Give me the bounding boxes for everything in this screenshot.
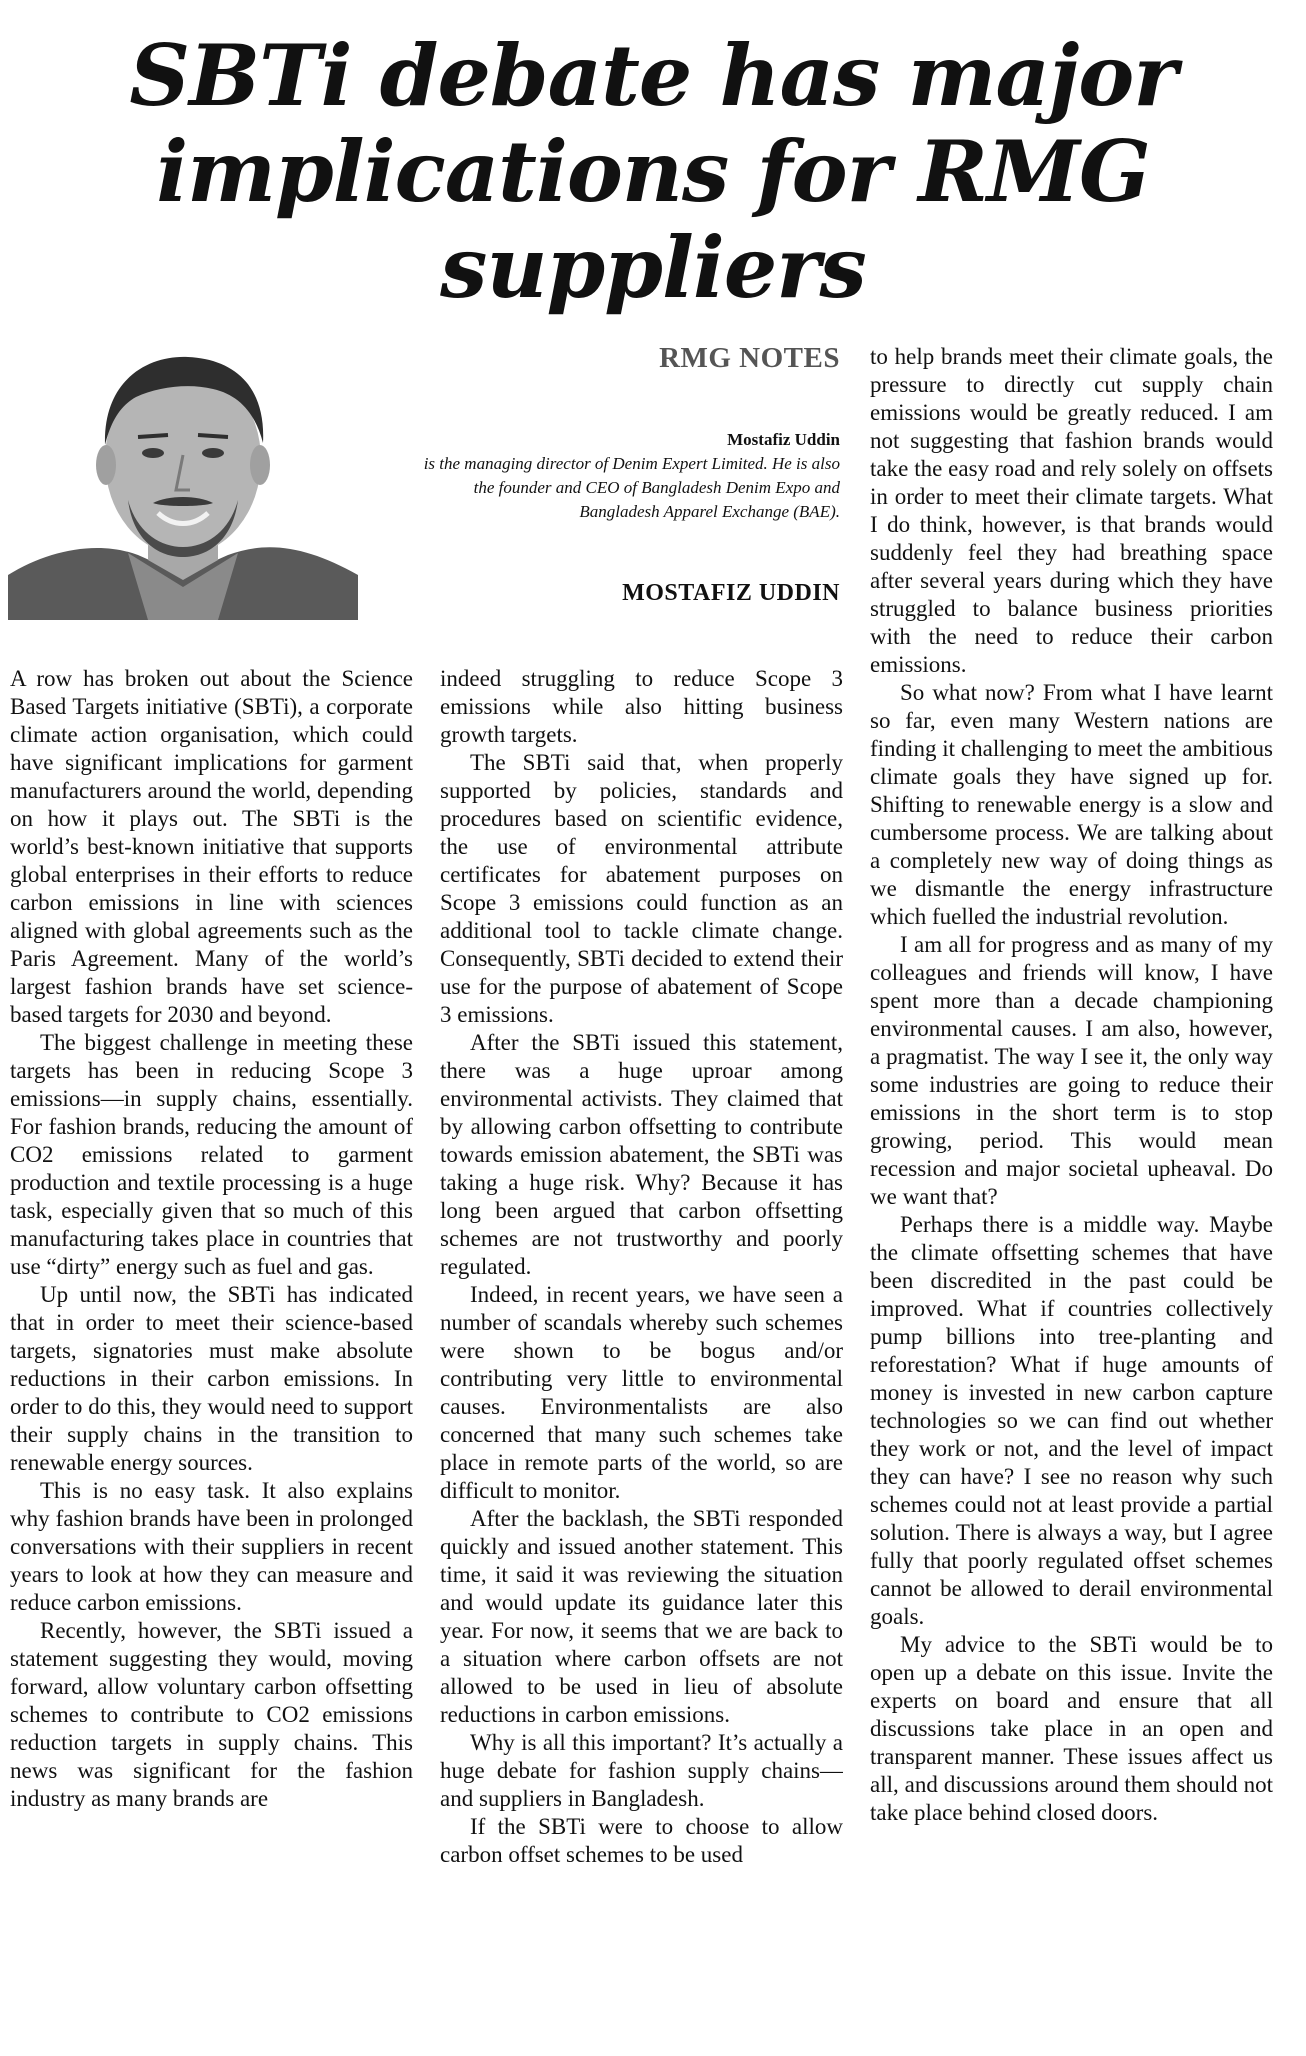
headline: SBTi debate has major implications for RMG suppliers <box>129 26 1177 317</box>
paragraph: My advice to the SBTi would be to open up a debate on this issue. Invite the experts on board and ensure that all discussions take place in an open and transparent manner. These issues affect us all, and discussions around them should not take place behind closed doors. <box>870 1632 1273 1825</box>
paragraph: Why is all this important? It’s actually a huge debate for fashion supply chains—and suppliers in Bangladesh. <box>440 1730 843 1811</box>
paragraph: So what now? From what I have learnt so far, even many Western nations are finding it challenging to meet the ambitious climate goals they have signed up for. Shifting to renewable energy is a slow and cumbersome process. We are talking about a completely new way of doing things as we dismantle the energy infrastructure which fuelled the industrial revolution. <box>870 680 1273 929</box>
author-photo <box>8 325 358 620</box>
paragraph: indeed struggling to reduce Scope 3 emissions while also hitting business growth targets. <box>440 666 843 747</box>
section-rubric: RMG NOTES <box>659 342 840 374</box>
author-bio-text: is the managing director of Denim Expert Limited. He is also the founder and CEO of Bangladesh Denim Expo and Bangladesh Apparel Exchange (BAE). <box>423 454 840 521</box>
paragraph: If the SBTi were to choose to allow carbon offset schemes to be used <box>440 1814 843 1867</box>
paragraph: Up until now, the SBTi has indicated that in order to meet their science-based targets, signatories must make absolute reductions in their carbon emissions. In order to do this, they would need to support their supply chains in the transition to renewable energy sources. <box>10 1282 413 1475</box>
paragraph: Recently, however, the SBTi issued a statement suggesting they would, moving forward, allow voluntary carbon offsetting schemes to contribute to CO2 emissions reduction targets in supply chains. This news was significant for the fashion industry as many brands are <box>10 1618 413 1811</box>
article-column-1 <box>10 665 413 2050</box>
paragraph: A row has broken out about the Science Based Targets initiative (SBTi), a corporate climate action organisation, which could have significant implications for garment manufacturers around the world, depending on how it plays out. The SBTi is the world’s best-known initiative that supports global enterprises in their efforts to reduce carbon emissions in line with sciences aligned with global agreements such as the Paris Agreement. Many of the world’s largest fashion brands have set science-based targets for 2030 and beyond. <box>10 666 413 1027</box>
byline: MOSTAFIZ UDDIN <box>622 580 840 606</box>
paragraph: This is no easy task. It also explains why fashion brands have been in prolonged conversations with their suppliers in recent years to look at how they can measure and reduce carbon emissions. <box>10 1478 413 1615</box>
article-column-3 <box>870 343 1273 2050</box>
author-bio-name: Mostafiz Uddin <box>727 430 840 449</box>
paragraph: The SBTi said that, when properly supported by policies, standards and procedures based on scientific evidence, the use of environmental attribute certificates for abatement purposes on Scope 3 emissions could function as an additional tool to tackle climate change. Consequently, SBTi decided to extend their use for the purpose of abatement of Scope 3 emissions. <box>440 750 843 1027</box>
paragraph: to help brands meet their climate goals, the pressure to directly cut supply chain emissions would be greatly reduced. I am not suggesting that fashion brands would take the easy road and rely solely on offsets in order to meet their climate targets. What I do think, however, is that brands would suddenly feel they had breathing space after several years during which they have struggled to balance business priorities with the need to reduce their carbon emissions. <box>870 344 1273 677</box>
paragraph: I am all for progress and as many of my colleagues and friends will know, I have spent more than a decade championing environmental causes. I am also, however, a pragmatist. The way I see it, the only way some industries are going to reduce their emissions in the short term is to stop growing, period. This would mean recession and major societal upheaval. Do we want that? <box>870 932 1273 1209</box>
paragraph: The biggest challenge in meeting these targets has been in reducing Scope 3 emissions—in supply chains, essentially. For fashion brands, reducing the amount of CO2 emissions related to garment production and textile processing is a huge task, especially given that so much of this manufacturing takes place in countries that use “dirty” energy such as fuel and gas. <box>10 1030 413 1279</box>
paragraph: Indeed, in recent years, we have seen a number of scandals whereby such schemes were shown to be bogus and/or contributing very little to environmental causes. Environmentalists are also concerned that many such schemes take place in remote parts of the world, so are difficult to monitor. <box>440 1282 843 1503</box>
article-column-2 <box>440 665 843 2050</box>
paragraph: After the backlash, the SBTi responded quickly and issued another statement. This time, it said it was reviewing the situation and would update its guidance later this year. For now, it seems that we are back to a situation where carbon offsets are not allowed to be used in lieu of absolute reductions in carbon emissions. <box>440 1506 843 1727</box>
paragraph: Perhaps there is a middle way. Maybe the climate offsetting schemes that have been discredited in the past could be improved. What if countries collectively pump billions into tree-planting and reforestation? What if huge amounts of money is invested in new carbon capture technologies so we can find out whether they work or not, and the level of impact they can have? I see no reason why such schemes could not at least provide a partial solution. There is always a way, but I agree fully that poorly regulated offset schemes cannot be allowed to derail environmental goals. <box>870 1212 1273 1629</box>
paragraph: After the SBTi issued this statement, there was a huge uproar among environmental activists. They claimed that by allowing carbon offsetting to contribute towards emission abatement, the SBTi was taking a huge risk. Why? Because it has long been argued that carbon offsetting schemes are not trustworthy and poorly regulated. <box>440 1030 843 1279</box>
